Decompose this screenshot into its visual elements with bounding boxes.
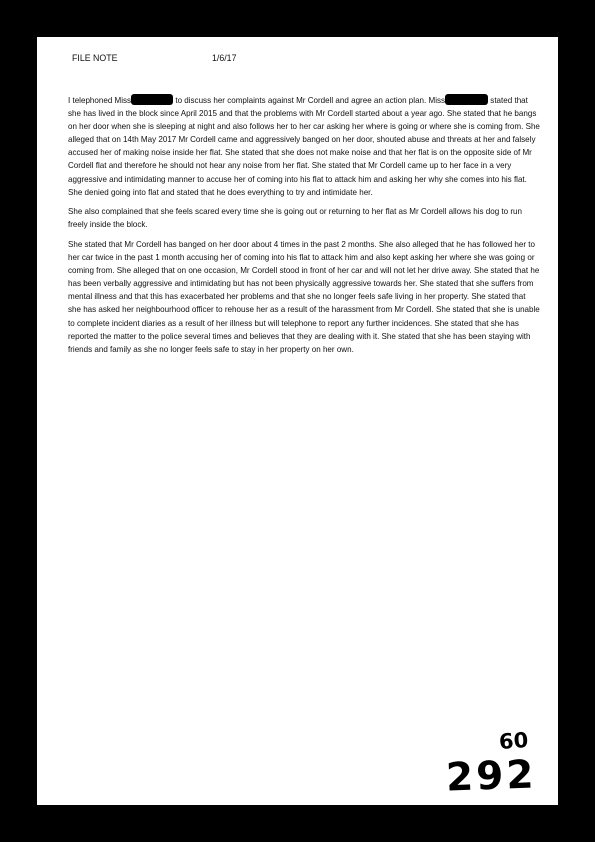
paragraph-1-part-b: to discuss her complaints against Mr Cordell and agree an action plan. Miss (175, 96, 446, 105)
file-note-header (72, 53, 237, 63)
paragraph-1 (68, 94, 540, 199)
paragraph-2: She also complained that she feels scared every time she is going out or returning to her flat as Mr Cordell allows his dog to run freely inside the block. (68, 207, 522, 230)
handwritten-page-number-small: 60 (498, 728, 530, 754)
redaction-box (131, 94, 173, 105)
document-body (68, 94, 540, 362)
paragraph-1-part-a: I telephoned Miss (68, 96, 132, 105)
paragraph-1-part-c: stated that she has lived in the block since April 2015 and that the problems with Mr Cordell started about a year ago. She stated that he bangs on her door when she is sleeping at night and also follows her to her car asking her where is going or where she is coming from. She alleged that on 14th May 2017 Mr Cordell came and aggressively banged on her door, shouted abuse and threats at her and falsely accused her of making noise inside her flat. She stated that she does not make noise and that her flat is on the opposite side of Mr Cordell flat and therefore he should not hear any noise from her flat. She stated that Mr Cordell came up to her face in a very aggressive and intimidating manner to accuse her of coming into his flat to attack him and asking her why she comes into his flat. She denied going into flat and stated that he does everything to try and intimidate her. (68, 96, 540, 197)
redaction-box (445, 94, 488, 105)
paragraph-3: She stated that Mr Cordell has banged on her door about 4 times in the past 2 months. She also alleged that he has followed her to her car twice in the past 1 month accusing her of coming into his flat to attack him and also kept asking her where she was going or coming from. She alleged that on one occasion, Mr Cordell stood in front of her car and will not let her drive away. She stated that he has been verbally aggressive and intimidating but has not been physically aggressive towards her. She stated that she suffers from mental illness and that this has exacerbated her problems and that she no longer feels safe living in her property. She stated that she has asked her neighbourhood officer to rehouse her as a result of the harassment from Mr Cordell. She stated that she is unable to complete incident diaries as a result of her illness but will telephone to report any further incidences. She stated that she has reported the matter to the police several times and believes that they are dealing with it. She stated that she has been staying with friends and family as she no longer feels safe to stay in her property on her own. (68, 239, 540, 354)
document-page (37, 37, 558, 805)
file-note-title: FILE NOTE (72, 53, 118, 63)
file-note-date: 1/6/17 (212, 53, 237, 63)
handwritten-page-number: 292 (445, 752, 538, 801)
